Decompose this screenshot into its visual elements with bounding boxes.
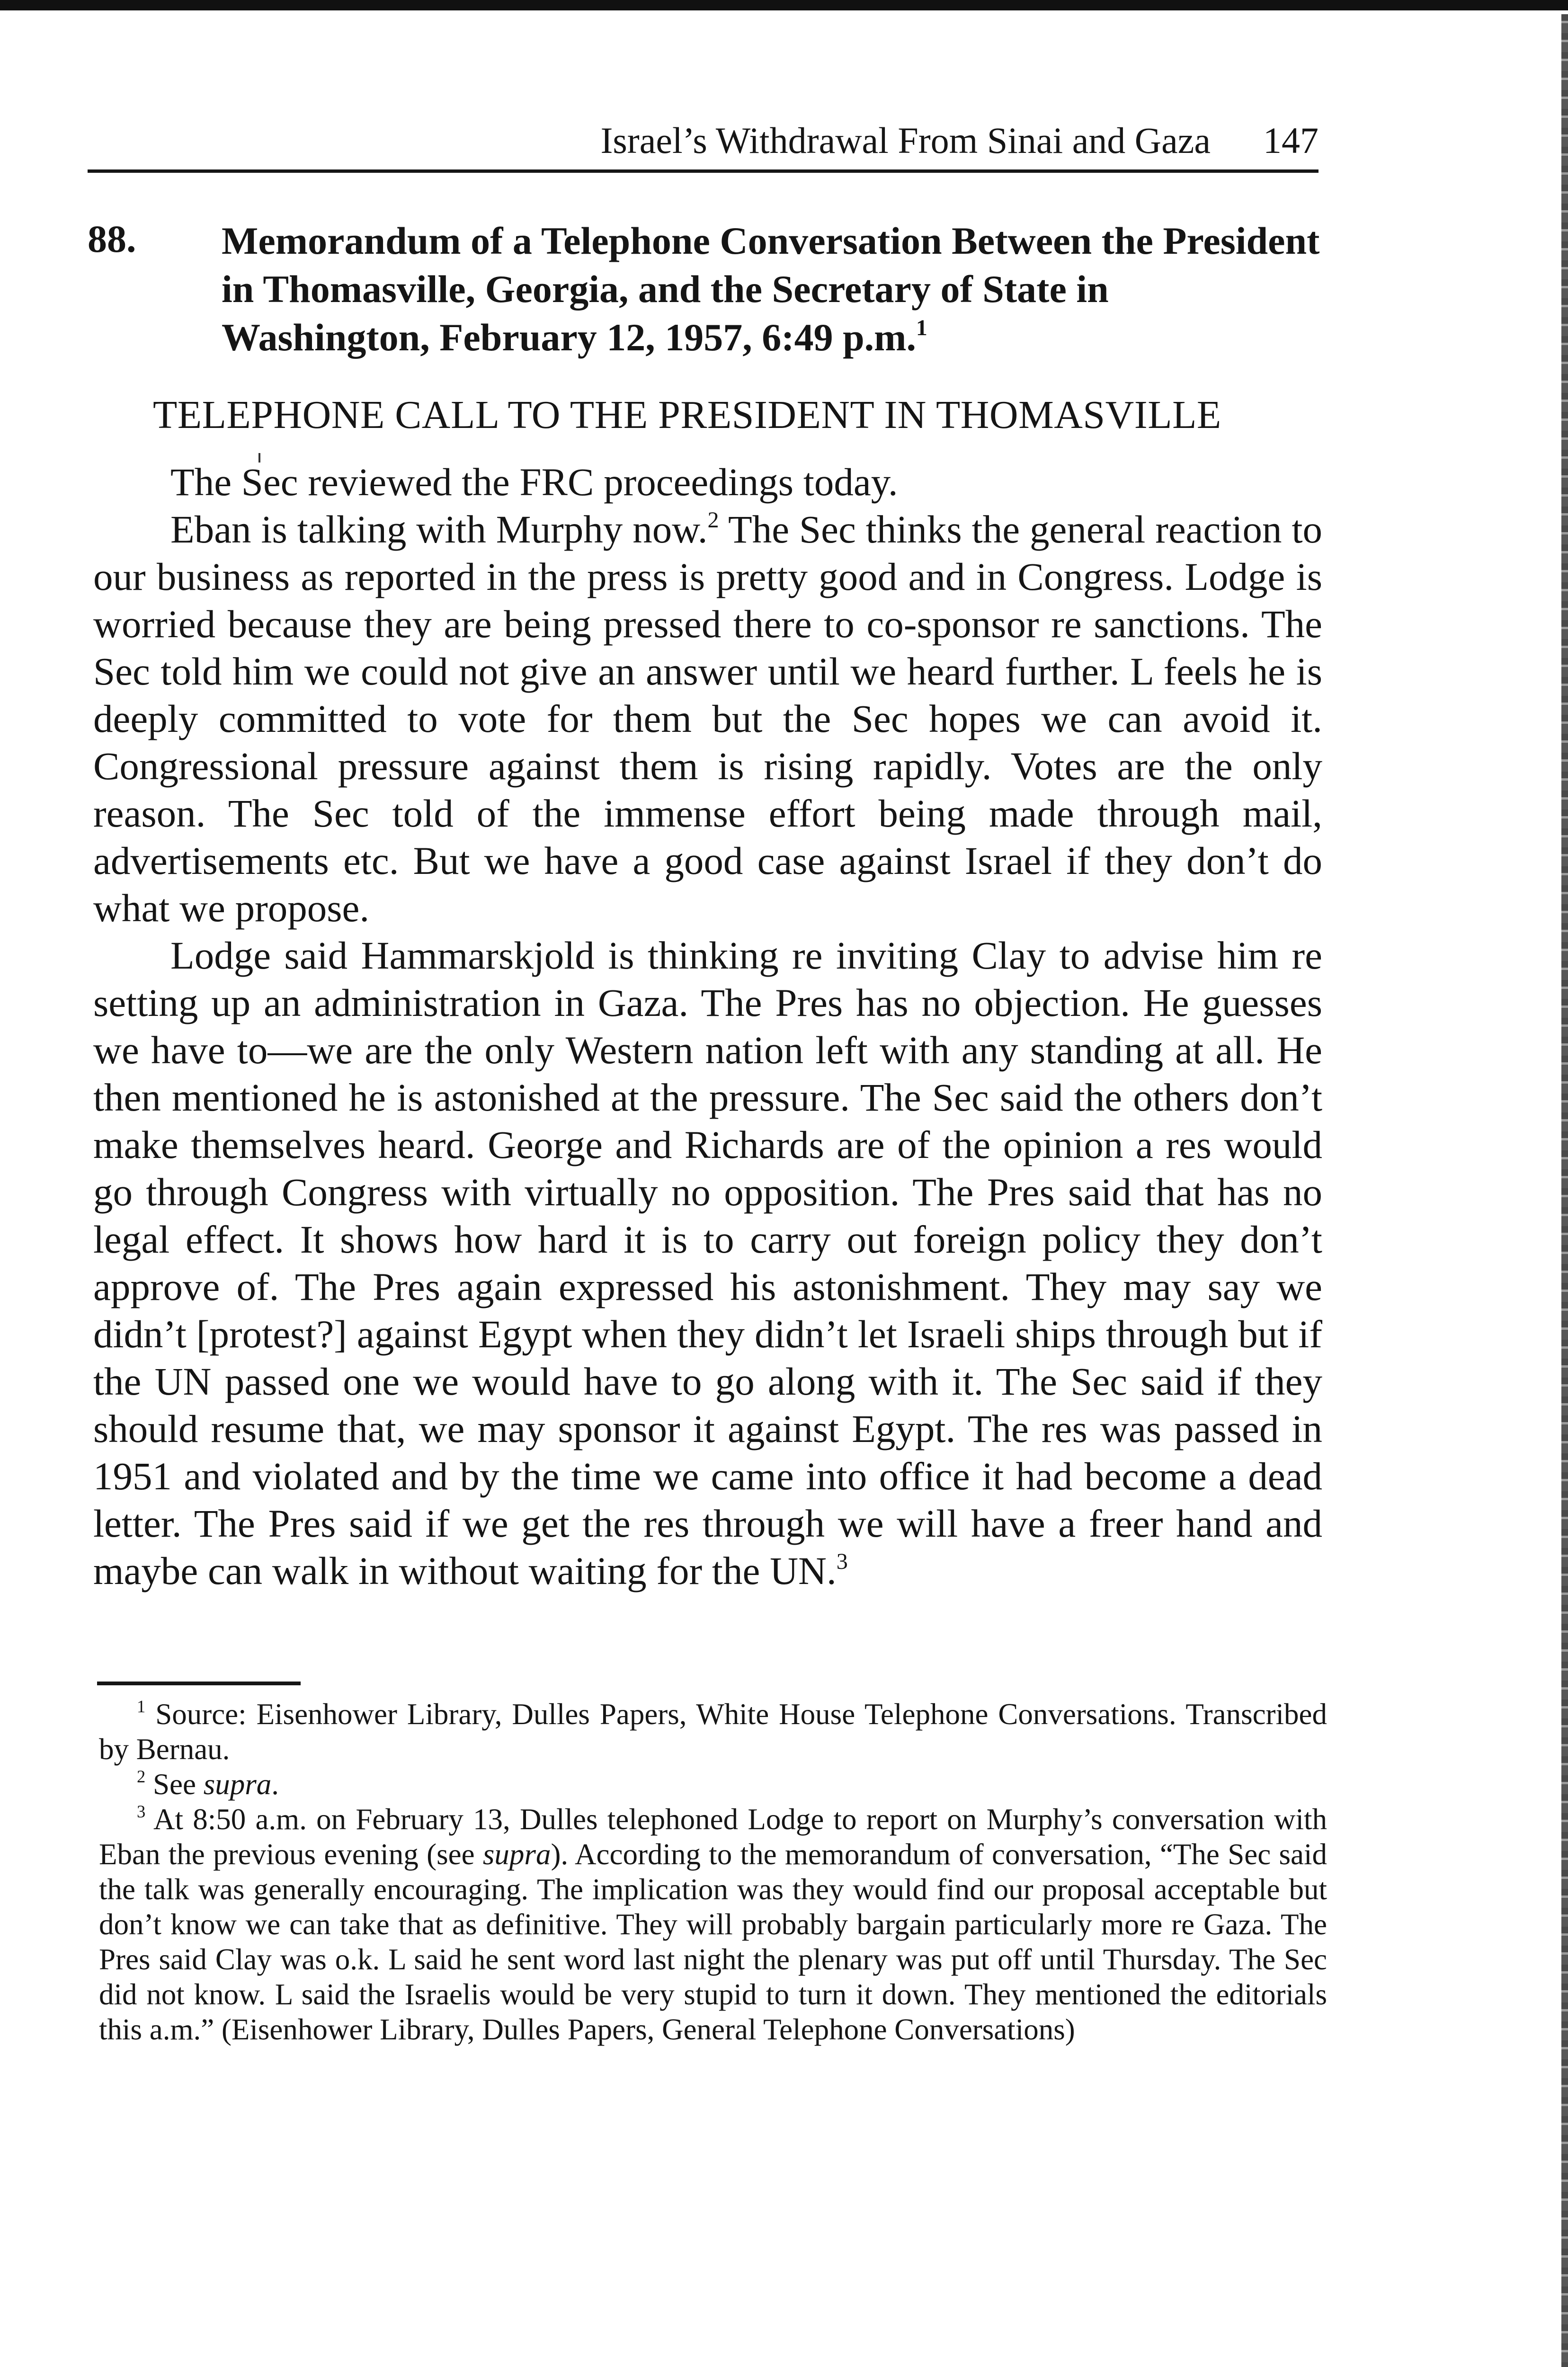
page-number: 147 bbox=[1263, 120, 1319, 161]
footnote-3-italic: supra bbox=[482, 1838, 551, 1871]
document-title-text: Memorandum of a Telephone Conversation Between the President in Thomasville, Georgia, and the Secretary of State in Washington, February 12, 1957, 6:49 p.m. bbox=[222, 219, 1320, 359]
footnote-2-text: See bbox=[145, 1768, 204, 1801]
running-head bbox=[88, 110, 1319, 173]
paragraph-2-rest: The Sec thinks the general reaction to our business as reported in the press is pretty good and in Congress. Lodge is worried because they are being pressed there to co-sponsor re sanctions. The Sec told him we could not give an answer until we heard further. L feels he is deeply committed to vote for them but the Sec hopes we can avoid it. Congressional pressure against them is rising rapidly. Votes are the only reason. The Sec told of the immense effort being made through mail, advertisements etc. But we have a good case against Israel if they don’t do what we propose. bbox=[93, 507, 1322, 930]
footnote-divider bbox=[97, 1682, 301, 1685]
footnote-3-text-end: ). According to the memorandum of conversation, “The Sec said the talk was generally encouraging. The implication was they would find our proposal acceptable but don’t know we can take that as definitive. They will probably bargain particularly more re Gaza. The Pres said Clay was o.k. L said he sent word last night the plenary was put off until Thursday. The Sec did not know. L said the Israelis would be very stupid to turn it down. They mentioned the editorials this a.m.” (Eisenhower Library, Dulles Papers, General Telephone Conversations) bbox=[99, 1838, 1327, 2046]
section-heading: TELEPHONE CALL TO THE PRESIDENT IN THOMASVILLE bbox=[153, 393, 1221, 437]
footnote-3 bbox=[99, 1802, 1327, 2047]
document-title bbox=[222, 217, 1320, 362]
running-head-title: Israel’s Withdrawal From Sinai and Gaza bbox=[600, 120, 1211, 161]
memorandum-body bbox=[93, 458, 1322, 1594]
footnote-2-marker: 2 bbox=[137, 1767, 146, 1787]
page-top-edge bbox=[0, 0, 1568, 10]
footnotes bbox=[99, 1697, 1327, 2047]
footnote-3-text-start: At 8:50 a.m. on February 13, Dulles telephoned Lodge to report on Murphy’s conversation with Eban the previous evening (see bbox=[99, 1803, 1327, 1871]
footnote-reference-1: 1 bbox=[916, 315, 927, 340]
footnote-1 bbox=[99, 1697, 1327, 1767]
footnote-2-italic: supra bbox=[203, 1768, 272, 1801]
paragraph-3-text: Lodge said Hammarskjold is thinking re inviting Clay to advise him re setting up an administration in Gaza. The Pres has no objection. He guesses we have to—we are the only Western nation left with any standing at all. He then mentioned he is astonished at the pressure. The Sec said the others don’t make themselves heard. George and Richards are of the opinion a res would go through Congress with virtually no opposition. The Pres said that has no legal effect. It shows how hard it is to carry out foreign policy they don’t approve of. The Pres again expressed his astonishment. They may say we didn’t [protest?] against Egypt when they didn’t let Israeli ships through but if the UN passed one we would have to go along with it. The Sec said if they should resume that, we may sponsor it against Egypt. The res was passed in 1951 and violated and by the time we came into office it had become a dead letter. The Pres said if we get the res through we will have a freer hand and maybe can walk in without waiting for the UN. bbox=[93, 934, 1322, 1593]
paragraph-3 bbox=[93, 932, 1322, 1594]
footnote-2 bbox=[99, 1767, 1327, 1802]
footnote-reference-2: 2 bbox=[707, 507, 719, 533]
footnote-1-marker: 1 bbox=[137, 1697, 146, 1717]
paragraph-2-start: Eban is talking with Murphy now. bbox=[170, 507, 708, 551]
paragraph-1: The Sec reviewed the FRC proceedings today. bbox=[170, 460, 898, 504]
paragraph-2 bbox=[93, 506, 1322, 932]
footnote-1-text: Source: Eisenhower Library, Dulles Papers, White House Telephone Conversations. Transcribed by Bernau. bbox=[99, 1698, 1327, 1766]
document-number: 88. bbox=[88, 217, 136, 260]
footnote-2-end: . bbox=[271, 1768, 279, 1801]
footnote-3-marker: 3 bbox=[137, 1802, 146, 1822]
footnote-reference-3: 3 bbox=[836, 1548, 848, 1574]
scan-binding-edge bbox=[1561, 14, 1568, 2367]
